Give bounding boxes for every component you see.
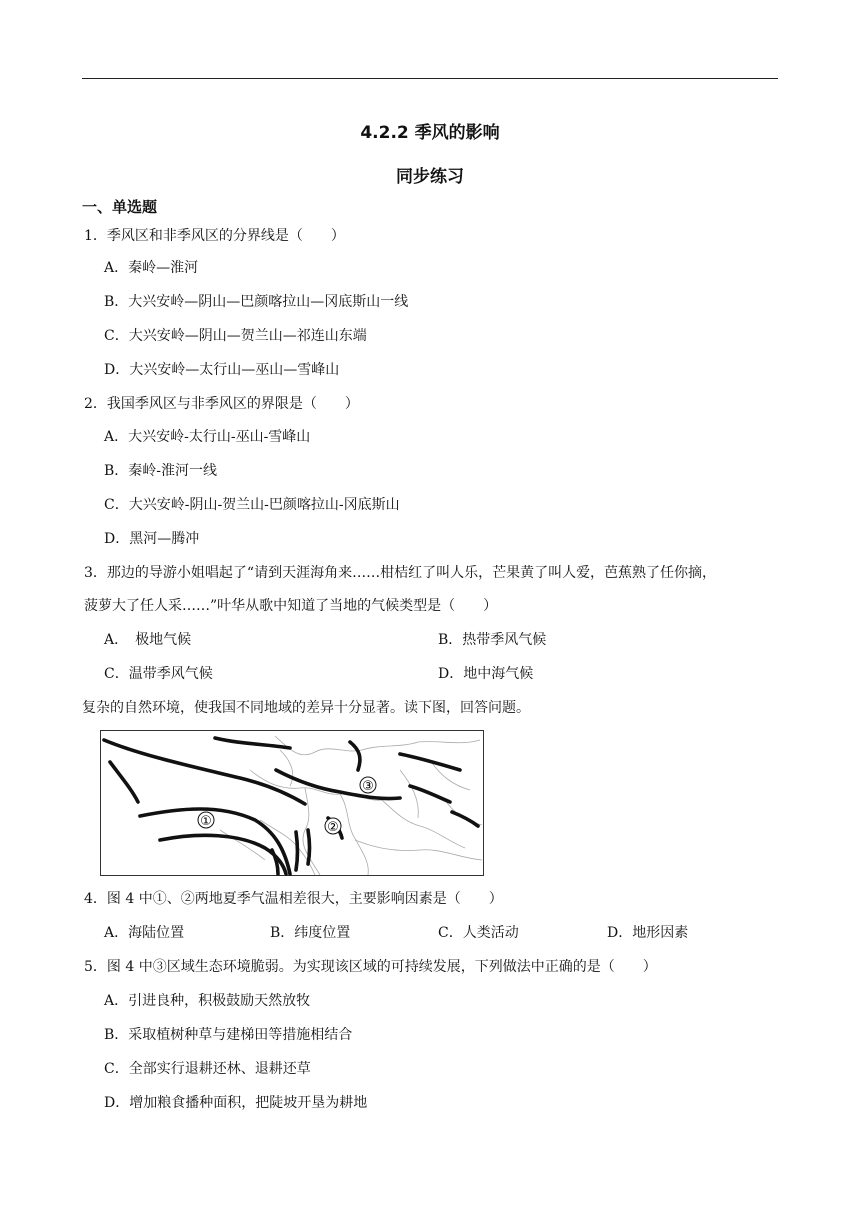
question-1-option-b: B．大兴安岭—阴山—巴颜喀拉山—冈底斯山一线 xyxy=(104,294,409,310)
question-3-option-c: C．温带季风气候 xyxy=(104,666,213,682)
section-heading: 一、单选题 xyxy=(82,198,158,216)
header-rule xyxy=(82,78,778,79)
question-2-option-d: D．黑河—腾冲 xyxy=(104,531,200,547)
question-4-option-b: B．纬度位置 xyxy=(270,925,351,941)
question-1-option-c: C．大兴安岭—阴山—贺兰山—祁连山东端 xyxy=(104,328,367,344)
question-2-option-b: B．秦岭-淮河一线 xyxy=(104,463,218,479)
question-3-option-b: B．热带季风气候 xyxy=(438,632,547,648)
map-label-2: ② xyxy=(327,820,339,835)
map-label-1: ① xyxy=(200,814,212,829)
map-intro-text: 复杂的自然环境，使我国不同地域的差异十分显著。读下图，回答问题。 xyxy=(82,700,530,716)
question-5-stem: 5．图 4 中③区域生态环境脆弱。为实现该区域的可持续发展，下列做法中正确的是（ ） xyxy=(84,959,657,975)
page-subtitle: 同步练习 xyxy=(396,167,464,187)
question-1-option-a: A．秦岭—淮河 xyxy=(104,260,199,276)
question-4-stem: 4．图 4 中①、②两地夏季气温相差很大，主要影响因素是（ ） xyxy=(84,891,503,907)
map-label-2-group xyxy=(325,818,341,835)
question-3-stem-line2: 菠萝大了任人采……”叶华从歌中知道了当地的气候类型是（ ） xyxy=(84,598,498,614)
question-3-option-d: D．地中海气候 xyxy=(438,666,534,682)
question-4-option-a: A．海陆位置 xyxy=(104,925,185,941)
question-5-option-b: B．采取植树种草与建梯田等措施相结合 xyxy=(104,1027,353,1043)
terrain-map xyxy=(100,730,484,876)
question-2-option-c: C．大兴安岭-阴山-贺兰山-巴颜喀拉山-冈底斯山 xyxy=(104,497,400,513)
question-4-option-d: D．地形因素 xyxy=(607,925,689,941)
question-3-option-a: A． 极地气候 xyxy=(104,632,192,648)
question-5-option-d: D．增加粮食播种面积，把陡坡开垦为耕地 xyxy=(104,1095,368,1111)
question-3-stem-line1: 3．那边的导游小姐唱起了“请到天涯海角来……柑桔红了叫人乐，芒果黄了叫人爱，芭蕉熟了任你摘， xyxy=(84,565,717,581)
map-border xyxy=(101,731,484,876)
question-4-option-c: C．人类活动 xyxy=(438,925,519,941)
question-5-option-a: A．引进良种，积极鼓励天然放牧 xyxy=(104,993,311,1009)
map-label-3-group xyxy=(360,777,376,794)
question-1-stem: 1．季风区和非季风区的分界线是（ ） xyxy=(84,228,345,244)
map-label-1-group xyxy=(198,812,214,829)
question-2-stem: 2．我国季风区与非季风区的界限是（ ） xyxy=(84,396,359,412)
question-1-option-d: D．大兴安岭—太行山—巫山—雪峰山 xyxy=(104,362,340,378)
question-5-option-c: C．全部实行退耕还林、退耕还草 xyxy=(104,1061,311,1077)
page-title: 4.2.2 季风的影响 xyxy=(360,123,500,143)
map-label-3: ③ xyxy=(362,779,374,794)
question-2-option-a: A．大兴安岭-太行山-巫山-雪峰山 xyxy=(104,429,311,445)
